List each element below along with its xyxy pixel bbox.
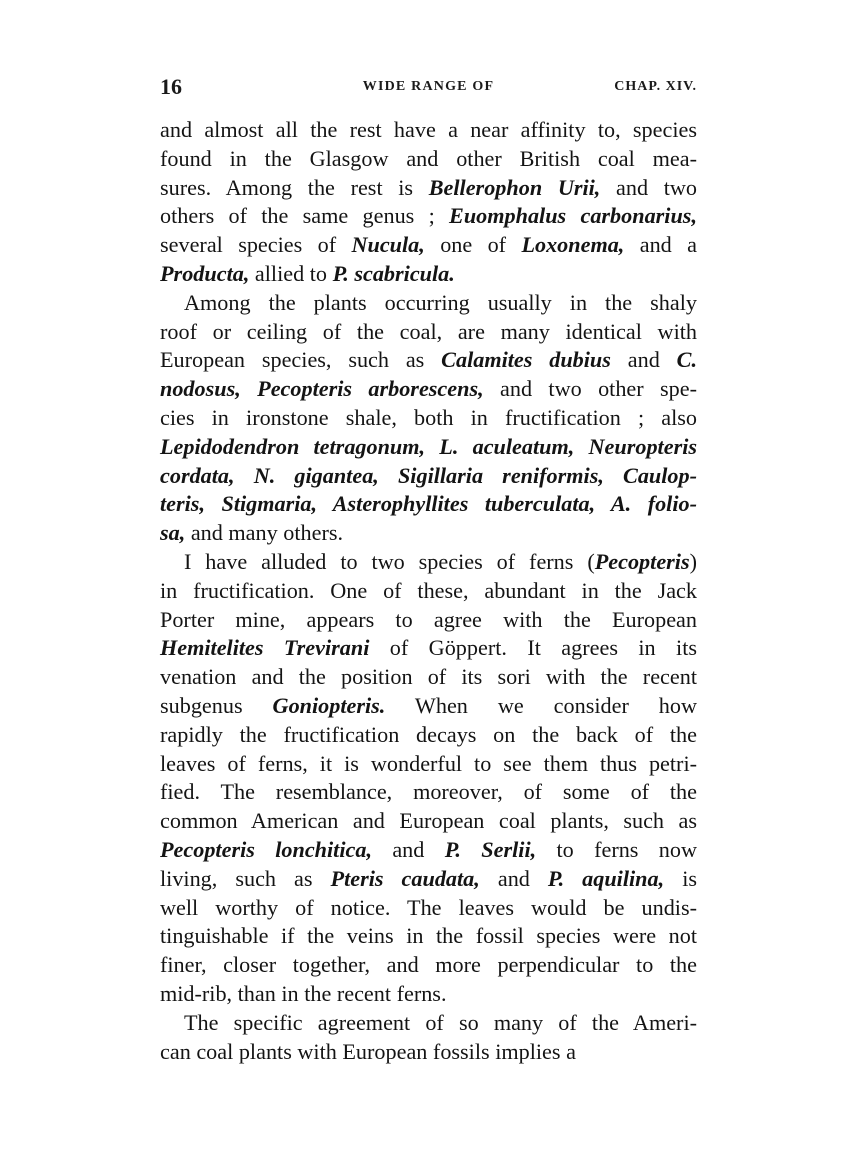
text-line	[160, 260, 697, 289]
chapter-reference: CHAP. XIV.	[614, 79, 697, 94]
text-line	[160, 980, 697, 1009]
italic-text: P. scabricula.	[332, 260, 455, 286]
text-line	[160, 922, 697, 951]
text-line	[160, 577, 697, 606]
italic-text: P. aquilina,	[547, 865, 665, 891]
text-line	[160, 606, 697, 635]
running-head	[160, 74, 697, 102]
text-line	[160, 663, 697, 692]
text-run: one of	[424, 232, 522, 258]
paragraph	[160, 1009, 697, 1067]
italic-text: P. Serlii,	[444, 836, 537, 862]
text-line	[160, 865, 697, 894]
text-line	[160, 116, 697, 145]
text-line	[160, 318, 697, 347]
text-run: I have alluded to two species of ferns (	[184, 548, 595, 574]
italic-text: nodosus, Pecopteris arborescens,	[160, 376, 484, 402]
text-run: rapidly the fructification decays on the back of the	[160, 721, 697, 747]
italic-text: Pecopteris lonchitica,	[160, 836, 372, 862]
text-run: and two	[600, 174, 697, 200]
text-line	[160, 721, 697, 750]
text-run: leaves of ferns, it is wonderful to see them thus petri-	[160, 750, 697, 776]
text-run: When we consider how	[385, 692, 697, 718]
italic-text: Bellerophon Urii,	[428, 174, 601, 200]
text-line	[160, 634, 697, 663]
text-line	[160, 231, 697, 260]
text-run: and a	[624, 232, 697, 258]
text-run: tinguishable if the veins in the fossil species were not	[160, 923, 697, 949]
text-line	[160, 462, 697, 491]
text-run: finer, closer together, and more perpendicular to the	[160, 952, 697, 978]
italic-text: cordata, N. gigantea, Sigillaria reniformis, Caulop-	[160, 462, 697, 488]
text-run: and many others.	[185, 520, 344, 546]
text-run: allied to	[249, 260, 333, 286]
text-run: of Göppert. It agrees in its	[369, 635, 697, 661]
text-run: Among the plants occurring usually in the shaly	[184, 289, 697, 315]
text-line	[160, 375, 697, 404]
italic-text: sa,	[160, 520, 186, 546]
text-line	[160, 404, 697, 433]
italic-text: Lepidodendron tetragonum, L. aculeatum, Neuropteris	[160, 433, 697, 459]
text-line	[160, 490, 697, 519]
text-run: cies in ironstone shale, both in fructification ; also	[160, 404, 697, 430]
text-line	[160, 894, 697, 923]
text-run: sures. Among the rest is	[160, 174, 429, 200]
text-run: living, such as	[160, 865, 331, 891]
text-line	[160, 289, 697, 318]
text-line	[160, 174, 697, 203]
text-run: venation and the position of its sori with the recent	[160, 664, 697, 690]
italic-text: Nucula,	[351, 232, 425, 258]
paragraph	[160, 548, 697, 1009]
paragraph	[160, 289, 697, 548]
text-run: in fructification. One of these, abundant in the Jack	[160, 577, 697, 603]
text-run: common American and European coal plants, such as	[160, 808, 697, 834]
text-run: European species, such as	[160, 347, 442, 373]
text-run: and almost all the rest have a near affinity to, species	[160, 117, 697, 142]
text-line	[160, 836, 697, 865]
text-run: )	[689, 548, 697, 574]
text-run: and two other spe-	[483, 376, 697, 402]
text-run: mid-rib, than in the recent ferns.	[160, 980, 447, 1006]
body-text	[160, 116, 697, 1066]
italic-text: Calamites dubius	[441, 347, 611, 373]
chapter-title: WIDE RANGE OF	[362, 79, 495, 94]
text-run: others of the same genus ;	[160, 203, 450, 229]
italic-text: Goniopteris.	[272, 692, 386, 718]
italic-text: Hemitelites Trevirani	[160, 635, 370, 661]
text-run: to ferns now	[536, 836, 697, 862]
text-line	[160, 807, 697, 836]
paragraph	[160, 116, 697, 289]
text-line	[160, 548, 697, 577]
italic-text: Pteris caudata,	[330, 865, 480, 891]
text-run: roof or ceiling of the coal, are many identical with	[160, 318, 697, 344]
italic-text: Loxonema,	[521, 232, 625, 258]
text-run: and	[610, 347, 677, 373]
italic-text: teris, Stigmaria, Asterophyllites tuberculata, A. folio-	[160, 491, 697, 517]
italic-text: Pecopteris	[594, 548, 690, 574]
text-line	[160, 750, 697, 779]
text-run: found in the Glasgow and other British coal mea-	[160, 145, 697, 171]
text-line	[160, 692, 697, 721]
text-line	[160, 951, 697, 980]
text-run: several species of	[160, 232, 352, 258]
text-line	[160, 433, 697, 462]
page-number: 16	[160, 74, 182, 99]
text-run: and	[372, 836, 445, 862]
italic-text: C.	[676, 347, 697, 373]
italic-text: Euomphalus carbonarius,	[449, 203, 697, 229]
text-run: is	[664, 865, 697, 891]
text-line	[160, 1038, 697, 1067]
text-run: The specific agreement of so many of the Ameri-	[184, 1009, 697, 1035]
text-line	[160, 519, 697, 548]
italic-text: Producta,	[160, 260, 250, 286]
text-run: fied. The resemblance, moreover, of some of the	[160, 779, 697, 805]
text-run: well worthy of notice. The leaves would be undis-	[160, 894, 697, 920]
text-run: subgenus	[160, 692, 273, 718]
text-run: and	[479, 865, 548, 891]
text-line	[160, 1009, 697, 1038]
text-line	[160, 145, 697, 174]
text-run: can coal plants with European fossils implies a	[160, 1038, 576, 1064]
text-run: Porter mine, appears to agree with the European	[160, 606, 697, 632]
text-line	[160, 778, 697, 807]
text-line	[160, 202, 697, 231]
text-line	[160, 346, 697, 375]
